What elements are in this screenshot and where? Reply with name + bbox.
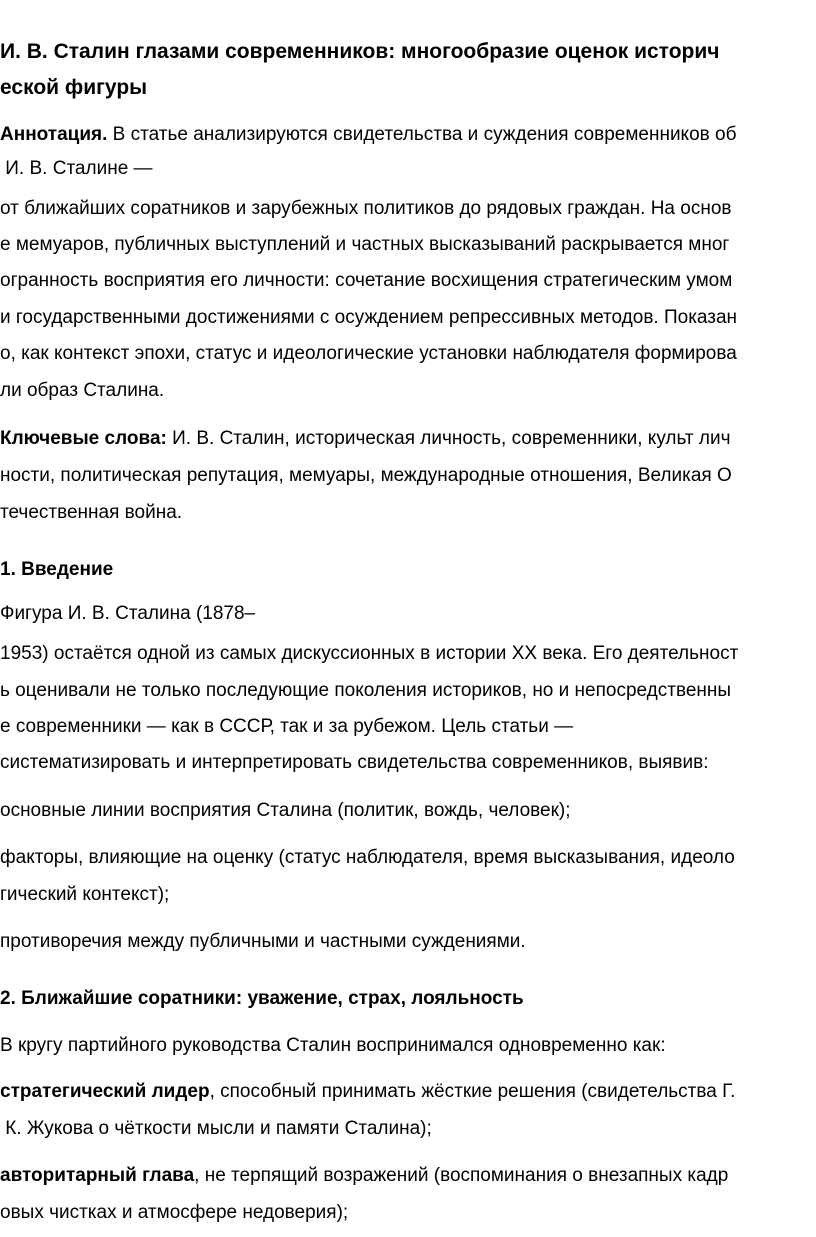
keywords-line-2: ности, политическая репутация, мемуары, международные отношения, Великая О <box>0 465 732 486</box>
intro-line-3: ь оценивали не только последующие поколения историков, но и непосредственны <box>0 680 732 701</box>
list-item-factors-line-2: гический контекст); <box>0 884 170 905</box>
abstract-line-5: огранность восприятия его личности: сочетание восхищения стратегическим умом <box>0 270 733 291</box>
abstract-label: Аннотация. <box>0 124 108 145</box>
list-item-contradictions: противоречия между публичными и частными суждениями. <box>0 931 526 952</box>
intro-line-4: е современники — как в СССР, так и за рубежом. Цель статьи — <box>0 716 574 737</box>
keywords-text: И. В. Сталин, историческая личность, современники, культ лич <box>166 428 731 449</box>
document-title-line-1: И. В. Сталин глазами современников: многообразие оценок историч <box>0 40 720 63</box>
intro-line-2: 1953) остаётся одной из самых дискуссионных в истории XX века. Его деятельност <box>0 643 739 664</box>
keywords-label: Ключевые слова: <box>0 428 167 449</box>
abstract-line-7: о, как контекст эпохи, статус и идеологические установки наблюдателя формирова <box>0 343 737 364</box>
list-item-strategic-leader-line-1 <box>0 1081 735 1103</box>
keywords-line-1 <box>0 428 731 450</box>
list-item-factors-line-1: факторы, влияющие на оценку (статус наблюдателя, время высказывания, идеоло <box>0 847 735 868</box>
authoritarian-head-text: , не терпящий возражений (воспоминания о внезапных кадр <box>194 1165 729 1186</box>
keywords-line-3: течественная война. <box>0 502 183 523</box>
abstract-line-8: ли образ Сталина. <box>0 380 165 401</box>
associates-intro: В кругу партийного руководства Сталин воспринимался одновременно как: <box>0 1035 666 1056</box>
list-item-authoritarian-head-line-2: овых чистках и атмосфере недоверия); <box>0 1202 349 1223</box>
abstract-line-6: и государственными достижениями с осуждением репрессивных методов. Показан <box>0 307 738 328</box>
intro-line-5: систематизировать и интерпретировать свидетельства современников, выявив: <box>0 752 709 773</box>
list-item-perception-lines: основные линии восприятия Сталина (политик, вождь, человек); <box>0 800 571 821</box>
term-authoritarian-head: авторитарный глава <box>0 1165 195 1186</box>
term-strategic-leader: стратегический лидер <box>0 1081 210 1102</box>
intro-line-1: Фигура И. В. Сталина (1878– <box>0 603 256 624</box>
section-heading-close-associates: 2. Ближайшие соратники: уважение, страх, лояльность <box>0 988 524 1009</box>
list-item-strategic-leader-line-2: К. Жукова о чёткости мысли и памяти Сталина); <box>0 1118 432 1139</box>
abstract-line-3: от ближайших соратников и зарубежных политиков до рядовых граждан. На основ <box>0 198 732 219</box>
strategic-leader-text: , способный принимать жёсткие решения (свидетельства Г. <box>209 1081 736 1102</box>
list-item-authoritarian-head-line-1 <box>0 1165 728 1187</box>
abstract-line-4: е мемуаров, публичных выступлений и частных высказываний раскрывается мног <box>0 234 730 255</box>
abstract-text: В статье анализируются свидетельства и суждения современников об <box>107 124 737 145</box>
section-heading-introduction: 1. Введение <box>0 559 114 580</box>
abstract-line-2: И. В. Сталине — <box>0 158 153 179</box>
document-title-line-2: еской фигуры <box>0 76 148 99</box>
abstract-line-1 <box>0 124 736 146</box>
